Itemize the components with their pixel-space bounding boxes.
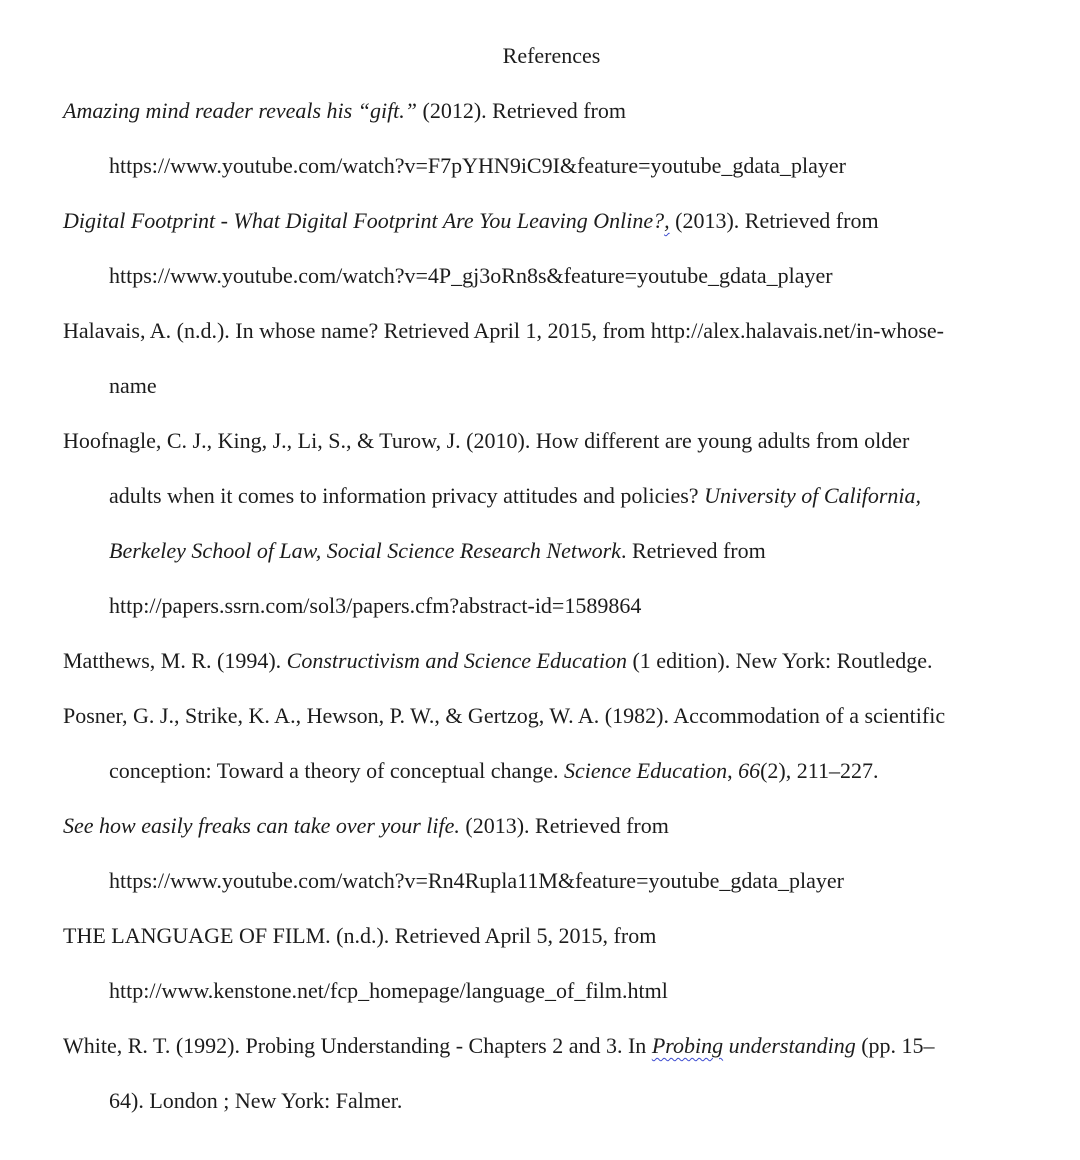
reference-line [63, 83, 1040, 138]
reference-line [63, 798, 1040, 853]
reference-entry [63, 908, 1040, 1018]
reference-line [63, 468, 1040, 523]
reference-line [63, 578, 1040, 633]
page-title: References [502, 43, 601, 68]
reference-text-segment: White, R. T. (1992). Probing Understanding - Chapters 2 and 3. In [63, 1033, 652, 1058]
reference-text-segment: Berkeley School of Law, Social Science Research Network [109, 538, 621, 563]
reference-text-segment: (2013). Retrieved from [669, 208, 879, 233]
reference-text-segment: adults when it comes to information privacy attitudes and policies? [109, 483, 705, 508]
spellcheck-squiggle-text: Probing [651, 1033, 724, 1058]
reference-text-segment: conception: Toward a theory of conceptual change. [109, 758, 564, 783]
reference-text-segment: (2012). Retrieved from [417, 98, 626, 123]
reference-text-segment: understanding [723, 1033, 856, 1058]
reference-line [63, 358, 1040, 413]
reference-text-segment: Hoofnagle, C. J., King, J., Li, S., & Turow, J. (2010). How different are young adults from older [63, 428, 910, 453]
reference-text-segment: (pp. 15– [855, 1033, 935, 1058]
reference-text-segment: Amazing mind reader reveals his “gift.” [63, 98, 418, 123]
reference-text-segment: https://www.youtube.com/watch?v=4P_gj3oRn8s&feature=youtube_gdata_player [109, 263, 833, 288]
reference-text-segment: . Retrieved from [620, 538, 766, 563]
reference-text-segment: http://papers.ssrn.com/sol3/papers.cfm?abstract-id=1589864 [109, 593, 642, 618]
reference-line [63, 853, 1040, 908]
reference-line [63, 193, 1040, 248]
reference-line [63, 743, 1040, 798]
reference-text-segment: https://www.youtube.com/watch?v=F7pYHN9iC9I&feature=youtube_gdata_player [109, 153, 846, 178]
reference-text-segment: http://www.kenstone.net/fcp_homepage/language_of_film.html [109, 978, 668, 1003]
reference-text-segment: Matthews, M. R. (1994). [63, 648, 287, 673]
reference-list [63, 83, 1040, 1128]
reference-text-segment: (1 edition). New York: Routledge. [626, 648, 933, 673]
reference-entry [63, 633, 1040, 688]
reference-entry [63, 413, 1040, 633]
reference-entry [63, 193, 1040, 303]
reference-line [63, 688, 1040, 743]
reference-text-segment: Science Education [564, 758, 728, 783]
reference-text-segment: Constructivism and Science Education [286, 648, 627, 673]
reference-entry [63, 688, 1040, 798]
reference-text-segment: See how easily freaks can take over your life. [63, 813, 460, 838]
reference-entry [63, 303, 1040, 413]
reference-text-segment: name [109, 373, 157, 398]
reference-line [63, 1073, 1040, 1128]
reference-text-segment: (2), 211–227. [760, 758, 879, 783]
reference-line [63, 908, 1040, 963]
reference-text-segment: University of California, [704, 483, 922, 508]
reference-line [63, 303, 1040, 358]
reference-text-segment: THE LANGUAGE OF FILM. (n.d.). Retrieved April 5, 2015, from [63, 923, 657, 948]
reference-text-segment: 66 [738, 758, 761, 783]
reference-line [63, 523, 1040, 578]
reference-entry [63, 798, 1040, 908]
reference-line [63, 413, 1040, 468]
reference-line [63, 633, 1040, 688]
reference-text-segment: 64). London ; New York: Falmer. [109, 1088, 403, 1113]
reference-text-segment: Posner, G. J., Strike, K. A., Hewson, P. W., & Gertzog, W. A. (1982). Accommodation of a scientific [63, 703, 946, 728]
reference-line [63, 248, 1040, 303]
reference-text-segment: Halavais, A. (n.d.). In whose name? Retrieved April 1, 2015, from http://alex.halavais.net/in-whose- [63, 318, 944, 343]
reference-text-segment: Digital Footprint - What Digital Footprint Are You Leaving Online? [63, 208, 665, 233]
reference-line [63, 963, 1040, 1018]
reference-entry [63, 1018, 1040, 1128]
reference-text-segment: , [727, 758, 739, 783]
spellcheck-squiggle-text: , [664, 208, 670, 233]
reference-text-segment: https://www.youtube.com/watch?v=Rn4Rupla11M&feature=youtube_gdata_player [109, 868, 844, 893]
reference-line [63, 138, 1040, 193]
reference-text-segment: (2013). Retrieved from [459, 813, 669, 838]
reference-entry [63, 83, 1040, 193]
reference-line [63, 1018, 1040, 1073]
